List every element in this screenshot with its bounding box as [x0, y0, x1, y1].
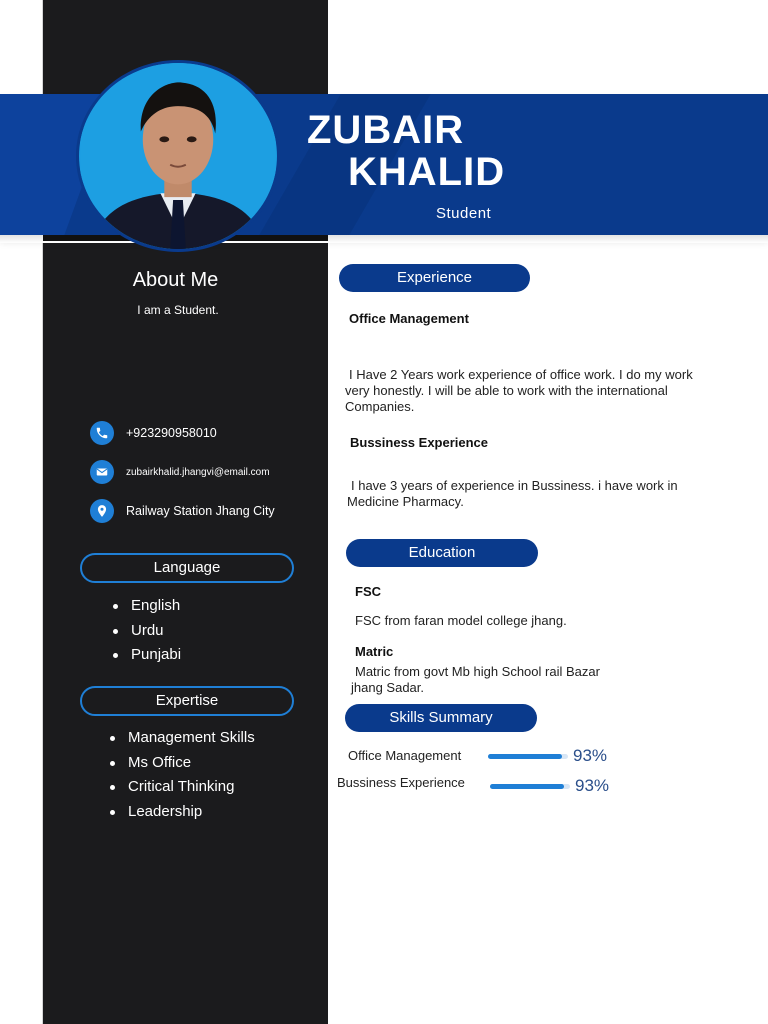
list-item: Leadership	[110, 800, 255, 825]
skill-percent: 93%	[573, 746, 608, 765]
experience-entry-text: I Have 2 Years work experience of office work. I do my work very honestly. I will be able to work with the international Companies.	[345, 367, 693, 414]
language-heading: Language	[80, 553, 294, 583]
education-entry-title: FSC	[355, 584, 381, 599]
list-item: Urdu	[113, 619, 181, 644]
list-item: Ms Office	[110, 751, 255, 776]
skill-label: Bussiness Experience	[337, 775, 465, 790]
skill-label: Office Management	[348, 748, 462, 763]
job-title: Student	[436, 205, 492, 222]
address: Railway Station Jhang City	[126, 504, 275, 518]
skill-bar	[488, 754, 568, 759]
contact-address	[90, 499, 275, 523]
skill-bar	[490, 784, 570, 789]
list-item: English	[113, 594, 181, 619]
list-item: Management Skills	[110, 726, 255, 751]
about-heading: About Me	[132, 269, 219, 291]
expertise-list	[110, 726, 255, 825]
skill-bar-fill	[488, 754, 562, 759]
location-icon	[90, 499, 114, 523]
profile-photo	[76, 60, 280, 252]
contact-email	[90, 460, 270, 484]
experience-entry-title: Office Management	[349, 311, 469, 326]
skills-heading: Skills Summary	[345, 704, 537, 732]
contact-phone	[90, 421, 217, 445]
phone-icon	[90, 421, 114, 445]
expertise-heading: Expertise	[80, 686, 294, 716]
email-address: zubairkhalid.jhangvi@email.com	[126, 466, 270, 478]
language-list	[113, 594, 181, 668]
experience-entry-title: Bussiness Experience	[350, 435, 489, 450]
education-heading: Education	[346, 539, 538, 567]
list-item: Punjabi	[113, 643, 181, 668]
phone-number: +923290958010	[126, 426, 217, 440]
experience-entry-text: I have 3 years of experience in Bussiness. i have work in Medicine Pharmacy.	[347, 478, 678, 509]
list-item: Critical Thinking	[110, 775, 255, 800]
skill-bar-fill	[490, 784, 564, 789]
skill-percent: 93%	[575, 776, 610, 795]
email-icon	[90, 460, 114, 484]
person-photo-icon	[79, 63, 277, 249]
about-text: I am a Student.	[137, 303, 219, 317]
education-entry-text: FSC from faran model college jhang.	[355, 613, 567, 628]
education-entry-title: Matric	[355, 644, 394, 659]
education-entry-text: Matric from govt Mb high School rail Bazar jhang Sadar.	[351, 664, 600, 695]
first-name: ZUBAIR	[307, 108, 465, 152]
last-name: KHALID	[348, 150, 506, 194]
experience-heading: Experience	[339, 264, 530, 292]
